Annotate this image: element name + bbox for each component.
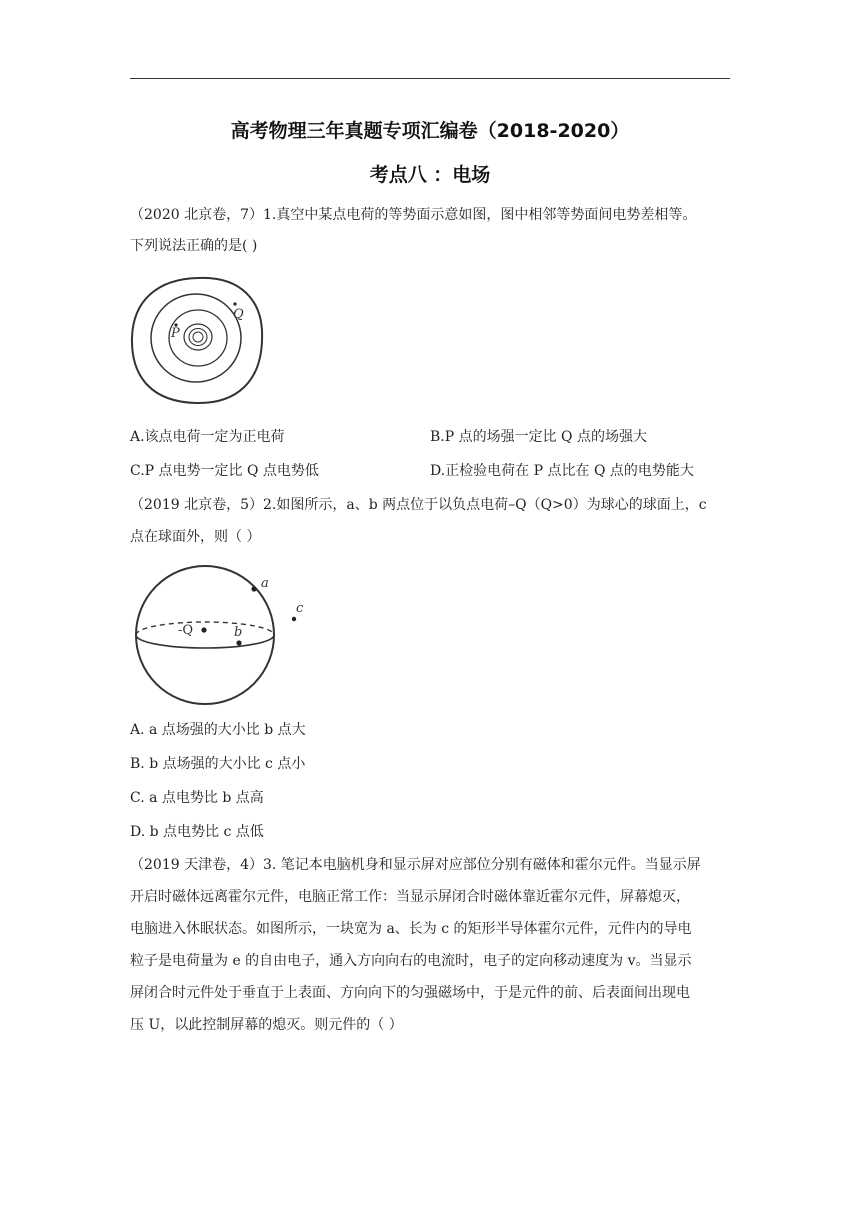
q1-stem-line-2: 下列说法正确的是( ) [130,238,258,254]
q1-option-a: A.该点电荷一定为正电荷 [130,429,285,445]
sphere-figure [128,562,318,712]
point-a-label: a [261,576,269,591]
point-c-dot [292,617,296,621]
point-q-dot [233,302,236,305]
point-p-label: P [171,326,180,341]
equator-front [136,635,274,648]
point-b-dot [236,640,241,645]
q2-option-d: D. b 点电势比 c 点低 [130,824,264,840]
q3-stem-line-3: 电脑进入休眠状态。如图所示，一块宽为 a、长为 c 的矩形半导体霍尔元件，元件内的导电 [130,921,692,937]
section-title: 考点八 ：电场 [369,164,491,186]
q1-option-d: D.正检验电荷在 P 点比在 Q 点的电势能大 [430,463,694,479]
header-rule [130,78,730,79]
q2-stem-line-1: （2019 北京卷，5）2.如图所示，a、b 两点位于以负点电荷–Q（Q>0）为球心的球面上，c [130,497,707,513]
document-title: 高考物理三年真题专项汇编卷（2018-2020） [230,120,630,142]
q1-option-b: B.P 点的场强一定比 Q 点的场强大 [430,429,647,445]
charge-label: -Q [178,623,194,638]
point-c-label: c [296,601,304,616]
q1-stem-line-1: （2020 北京卷，7）1.真空中某点电荷的等势面示意如图，图中相邻等势面间电势差相等。 [130,207,697,223]
point-a-dot [251,586,256,591]
equipotential-ring-4 [184,324,212,350]
q2-option-c: C. a 点电势比 b 点高 [130,790,264,806]
q2-option-a: A. a 点场强的大小比 b 点大 [130,722,306,738]
charge-dot [201,627,206,632]
point-q-label: Q [233,307,244,322]
q3-stem-line-5: 屏闭合时元件处于垂直于上表面、方向向下的匀强磁场中，于是元件的前、后表面间出现电 [130,985,690,1001]
q2-option-b: B. b 点场强的大小比 c 点小 [130,756,306,772]
q3-stem-line-2: 开启时磁体远离霍尔元件，电脑正常工作：当显示屏闭合时磁体靠近霍尔元件，屏幕熄灭， [130,889,690,905]
q3-stem-line-4: 粒子是电荷量为 e 的自由电子，通入方向向右的电流时，电子的定向移动速度为 v。当显示 [130,953,692,969]
q3-stem-line-1: （2019 天津卷，4）3. 笔记本电脑机身和显示屏对应部位分别有磁体和霍尔元件。当显示屏 [130,857,701,873]
q2-stem-line-2: 点在球面外，则（ ） [130,529,261,545]
equipotential-ring-6 [193,332,203,342]
equipotential-figure [128,270,268,410]
q1-option-c: C.P 点电势一定比 Q 点电势低 [130,463,319,479]
equipotential-ring-5 [189,329,207,346]
q3-stem-line-6: 压 U，以此控制屏幕的熄灭。则元件的（ ） [130,1017,403,1033]
point-b-label: b [234,625,243,640]
